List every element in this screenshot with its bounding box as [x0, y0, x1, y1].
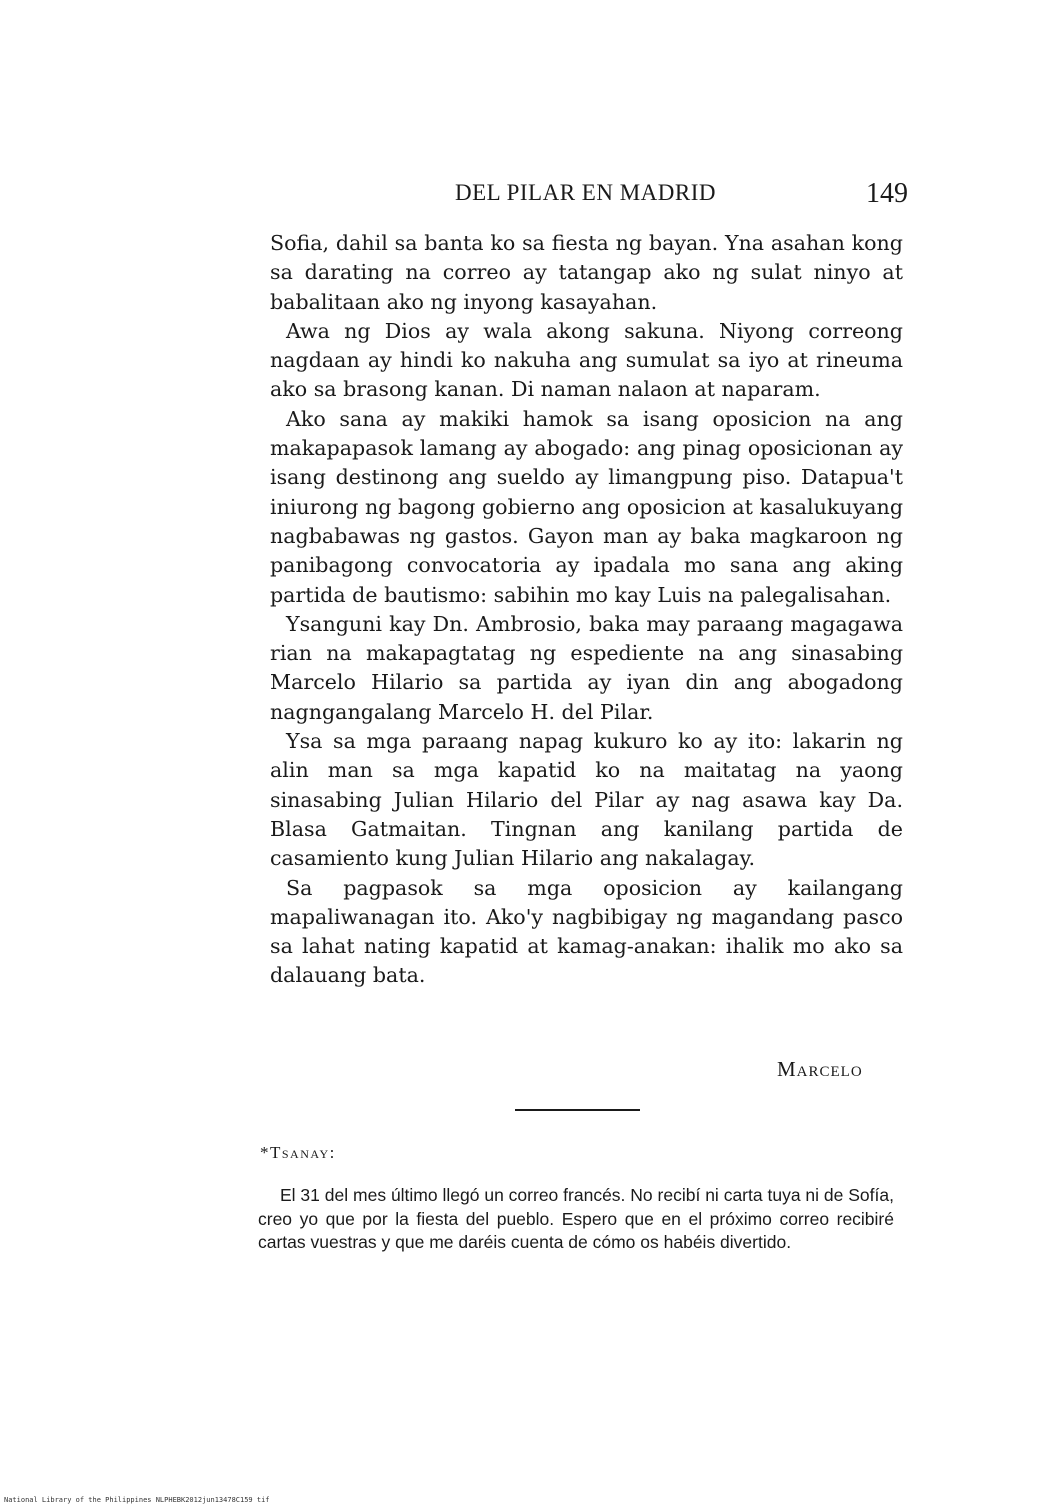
letter-signature: Marcelo: [777, 1057, 863, 1081]
footnote-label: *Tsanay:: [260, 1143, 336, 1162]
body-paragraph-6: Sa pagpasok sa mga oposicion ay kailangang mapaliwanagan ito. Ako'y nagbibigay ng magandang pasco sa lahat nating kapatid at kamag-anakan: ihalik mo ako sa dalauang bata.: [270, 875, 903, 988]
letter-body: [270, 229, 903, 991]
body-paragraph-5: Ysa sa mga paraang napag kukuro ko ay ito: lakarin ng alin man sa mga kapatid ko na maitatag na yaong sinasabing Julian Hilario del Pilar ay nag asawa kay Da. Blasa Gatmaitan. Tingnan ang kanilang partida de casamiento kung Julian Hilario ang nakalagay.: [270, 729, 903, 871]
body-paragraph-4: Ysanguni kay Dn. Ambrosio, baka may paraang magagawa rian na makapagtatag ng espediente na ang sinasabing Marcelo Hilario sa partida ay iyan din ang abogadong nagngangalang Marcelo H. del Pilar.: [270, 611, 903, 724]
body-paragraph-1: Sofia, dahil sa banta ko sa fiesta ng bayan. Yna asahan kong sa darating na correo ay tatangap ako ng sulat ninyo at babalitaan ako ng inyong kasayahan.: [270, 231, 903, 314]
body-paragraph-2: Awa ng Dios ay wala akong sakuna. Niyong correong nagdaan ay hindi ko nakuha ang sumulat sa iyo at rineuma ako sa brasong kanan. Di naman nalaon at naparam.: [270, 318, 903, 402]
scan-footer-caption: National Library of the Philippines NLPHEBK2012jun13478C159 tif: [4, 1496, 270, 1504]
body-paragraph-3: Ako sana ay makiki hamok sa isang oposicion na ang makapapasok lamang ay abogado: ang pinag oposicionan ay isang destinong ang sueldo ay limangpung piso. Datapua't iniurong ng bagong gobierno ang oposicion at kasalukuyang nagbabawas ng gastos. Gayon man ay baka magkaroon ng panibagong convocatoria ay ipadala mo sana ang aking partida de bautismo: sabihin mo kay Luis na palegalisahan.: [270, 406, 903, 607]
running-head-title: DEL PILAR EN MADRID: [455, 180, 716, 205]
section-divider-rule: [515, 1109, 640, 1111]
page-number: 149: [866, 178, 908, 209]
footnote-text: El 31 del mes último llegó un correo francés. No recibí ni carta tuya ni de Sofía, creo yo que por la fiesta del pueblo. Espero que en el próximo correo recibiré cartas vuestras y que me daréis cuenta de cómo os habéis divertido.: [258, 1185, 894, 1252]
